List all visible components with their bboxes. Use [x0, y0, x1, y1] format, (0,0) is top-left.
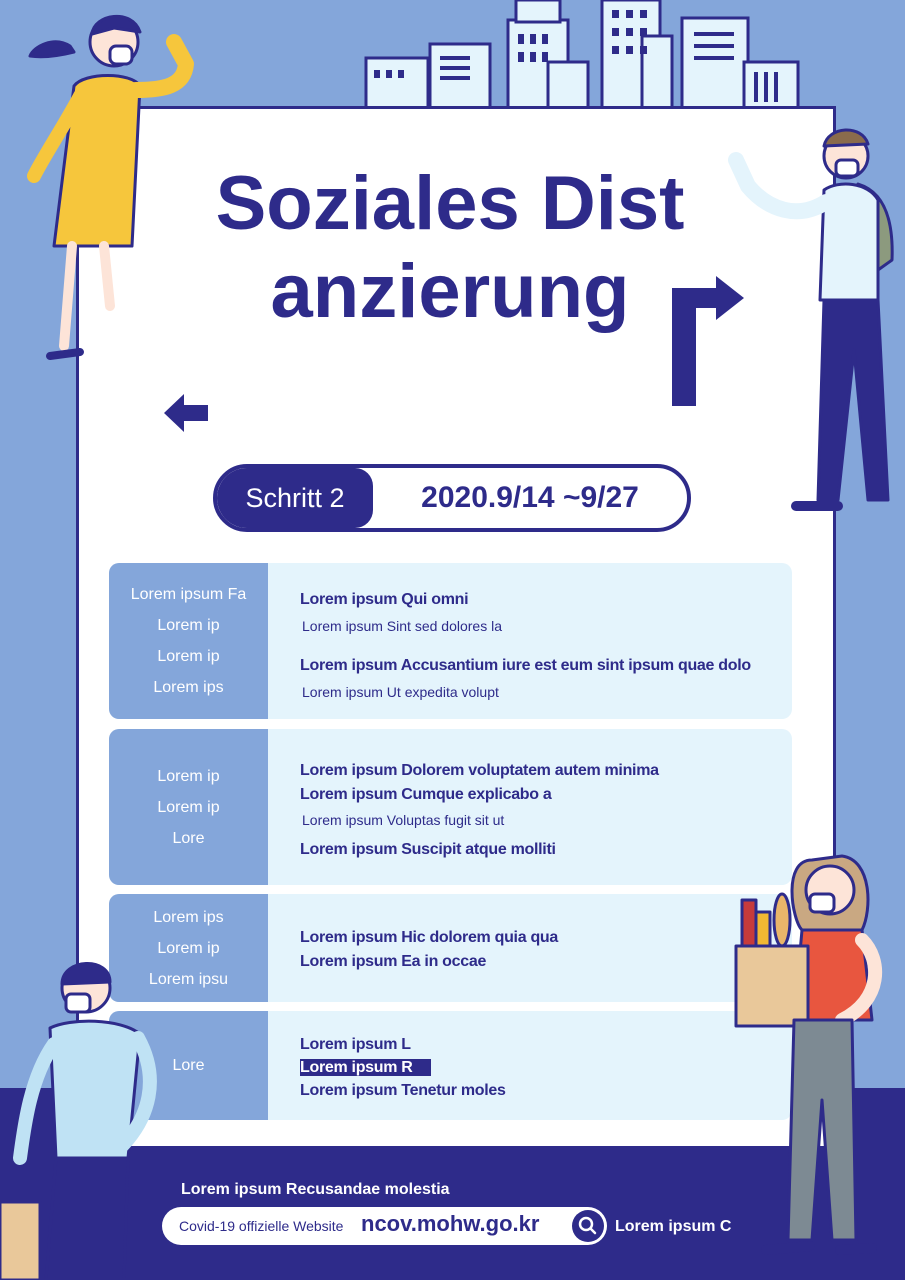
section-body	[300, 894, 782, 1002]
side-text: Lorem ip	[157, 767, 220, 785]
section-line: Lorem ipsum Qui omni	[300, 591, 469, 608]
search-icon	[572, 1210, 604, 1242]
section-line-highlighted	[300, 1059, 431, 1077]
city-buildings-illustration	[360, 0, 810, 110]
website-link[interactable]: ncov.mohw.go.kr	[361, 1211, 540, 1236]
section-line: Lorem ipsum Cumque explicabo a	[300, 786, 552, 803]
page-title: Soziales Distanzierung	[215, 161, 685, 334]
side-text: Lorem ip	[157, 648, 220, 665]
info-section-3	[109, 894, 792, 1002]
section-line: Lorem ipsum Accusantium iure est eum sint ipsum quae dolo	[300, 657, 751, 674]
section-line: Lorem ipsum Sint sed dolores la	[302, 618, 502, 634]
section-line: Lorem ipsum Dolorem voluptatem autem minima	[300, 762, 659, 779]
side-text: Lorem ips	[153, 908, 224, 926]
website-label: Covid-19 offizielle Website	[179, 1218, 344, 1234]
website-pill[interactable]	[162, 1207, 607, 1245]
footer-right-text: Lorem ipsum C	[615, 1218, 732, 1235]
stage-dates: 2020.9/14 ~9/27	[421, 481, 639, 514]
section-line: Lorem ipsum Ea in occae	[300, 953, 487, 970]
side-text: Lore	[172, 829, 205, 847]
section-side-label	[109, 563, 268, 719]
info-section-4	[109, 1011, 792, 1120]
info-section-1	[109, 563, 792, 719]
section-body	[300, 729, 782, 885]
section-body	[300, 563, 782, 719]
side-text: Lorem ip	[157, 798, 220, 816]
footer-title: Lorem ipsum Recusandae molestia	[181, 1181, 450, 1198]
section-body	[300, 1011, 782, 1120]
search-button[interactable]	[572, 1210, 604, 1242]
side-text: Lorem ipsum Fa	[130, 586, 247, 603]
info-section-2	[109, 729, 792, 885]
side-text: Lorem ip	[157, 617, 220, 634]
section-line: Lorem ipsum Hic dolorem quia qua	[300, 929, 558, 946]
arrow-left-icon	[164, 394, 210, 432]
man-backpack-illustration	[728, 120, 898, 520]
stage-label: Schritt 2	[217, 468, 373, 528]
woman-groceries-illustration	[722, 850, 892, 1260]
side-text: Lorem ips	[153, 679, 224, 696]
side-text: Lorem ip	[157, 939, 220, 957]
section-line: Lorem ipsum Suscipit atque molliti	[300, 841, 556, 858]
section-line: Lorem ipsum L	[300, 1036, 411, 1053]
stage-pill	[213, 464, 691, 532]
man-shopping-bag-illustration	[0, 958, 165, 1280]
highlighted-text: Lorem ipsum R	[300, 1059, 431, 1076]
section-line: Lorem ipsum Ut expedita volupt	[302, 684, 499, 700]
section-line: Lorem ipsum Tenetur moles	[300, 1082, 506, 1099]
side-text: Lorem ipsu	[148, 970, 229, 988]
section-side-label	[109, 729, 268, 885]
side-text: Lore	[172, 1057, 205, 1074]
section-line: Lorem ipsum Voluptas fugit sit ut	[302, 812, 505, 828]
woman-yellow-dress-illustration	[14, 6, 200, 366]
